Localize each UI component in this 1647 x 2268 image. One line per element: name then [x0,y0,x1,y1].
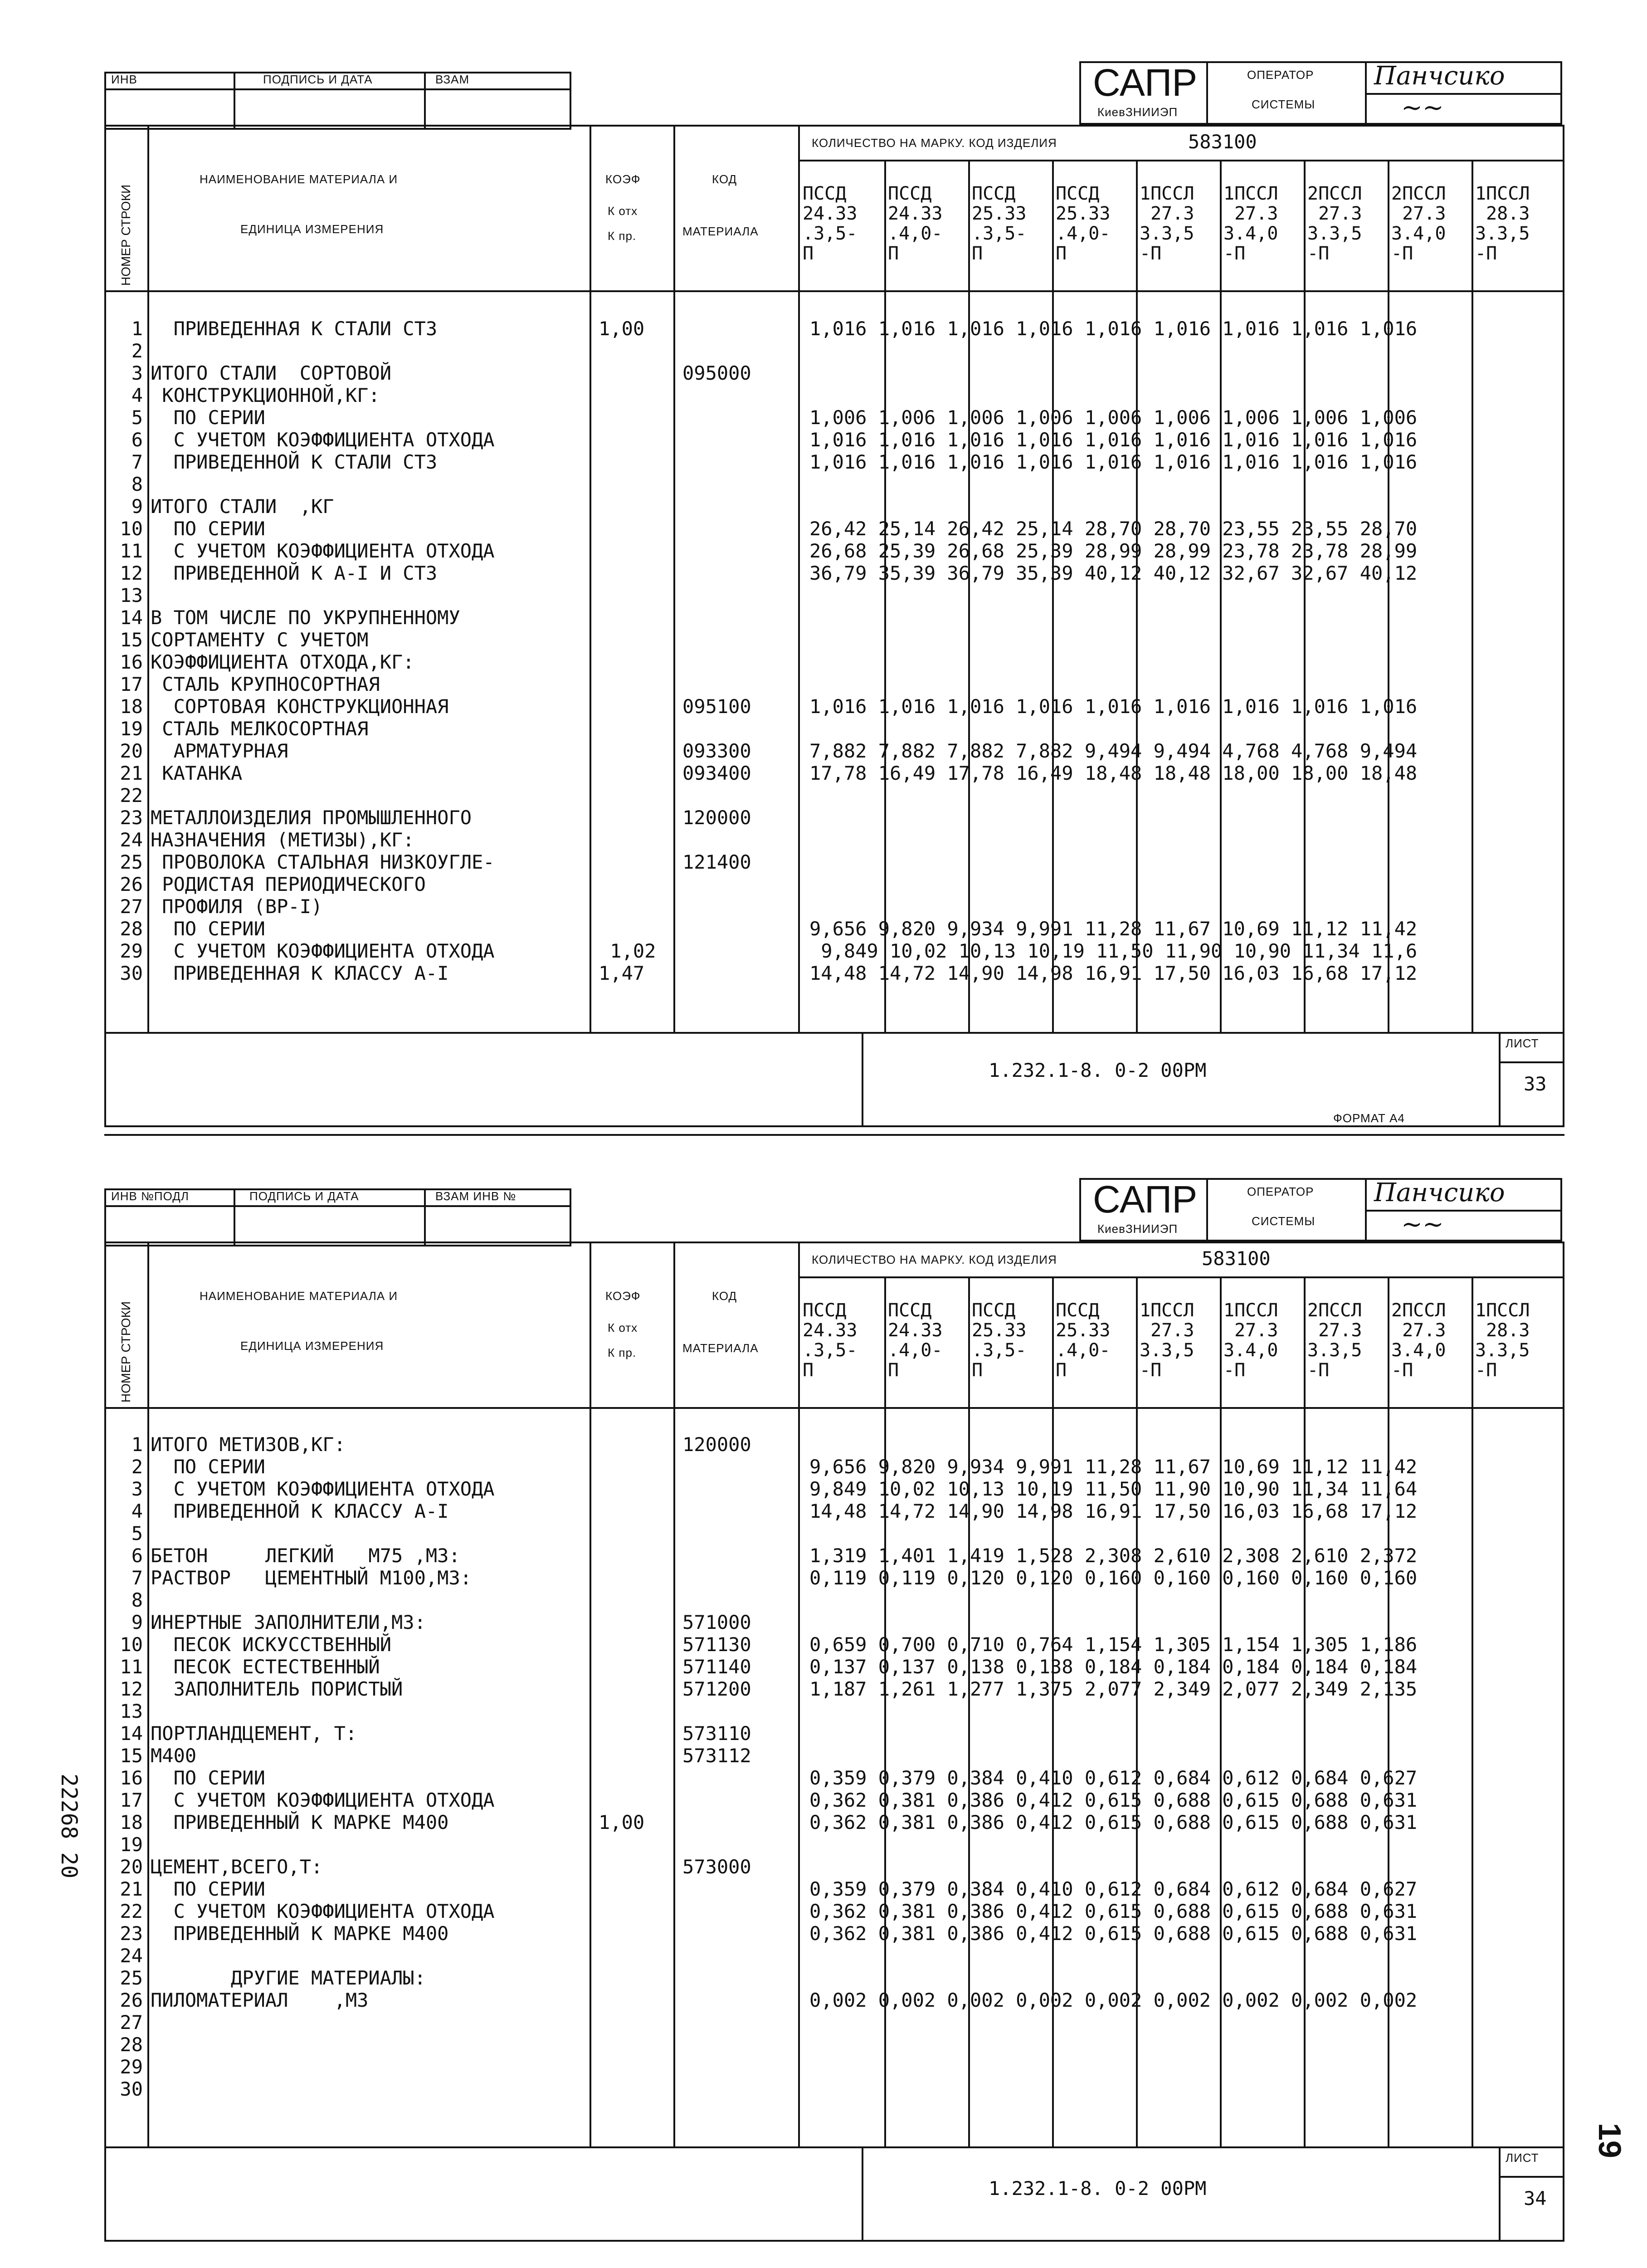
list-label: ЛИСТ [1506,1036,1539,1050]
list-number: 33 [1524,1073,1547,1095]
material-names: ПРИВЕДЕННАЯ К СТАЛИ СТ3 ИТОГО СТАЛИ СОРТОВОЙ КОНСТРУКЦИОННОЙ,КГ: ПО СЕРИИ С УЧЕТОМ КОЭФФИЦИЕНТА ОТХОДА ПРИВЕДЕННОЙ К СТАЛИ СТ3 ИТОГО СТАЛИ ,КГ ПО СЕРИИ С УЧЕТОМ КОЭФФИЦИЕНТА ОТХОДА ПРИВЕДЕННОЙ К А-I И СТ3 В ТОМ ЧИСЛЕ ПО УКРУПНЕННОМУ СОРТАМЕНТУ С УЧЕТОМ КОЭФФИЦИЕНТА ОТХОДА,КГ: СТАЛЬ КРУПНОСОРТНАЯ СОРТОВАЯ КОНСТРУКЦИОННАЯ СТАЛЬ МЕЛКОСОРТНАЯ АРМАТУРНАЯ КАТАНКА МЕТАЛЛОИЗДЕЛИЯ ПРОМЫШЛЕННОГО НАЗНАЧЕНИЯ (МЕТИЗЫ),КГ: ПРОВОЛОКА СТАЛЬНАЯ НИЗКОУГЛЕ- РОДИСТАЯ ПЕРИОДИЧЕСКОГО ПРОФИЛЯ (ВР-I) ПО СЕРИИ С УЧЕТОМ КОЭФФИЦИЕНТА ОТХОДА ПРИВЕДЕННАЯ К КЛАССУ А-I [151,318,495,984]
code-header-1: КОД [712,1289,737,1303]
code-header-2: МАТЕРИАЛА [682,1341,759,1355]
mark-col-9: 1ПССЛ 28.3 3.3,5 -П [1475,1300,1530,1381]
operator-signature-2: ~~ [1401,1210,1444,1239]
row-number-header: НОМЕР СТРОКИ [119,1301,133,1403]
sapr-title: САПР [1093,1178,1198,1221]
system-label: СИСТЕМЫ [1252,98,1316,111]
mark-col-8: 2ПССЛ 27.3 3.4,0 -П [1391,183,1446,264]
mark-col-2: ПССД 24.33 .4,0- П [888,1300,943,1381]
coef-header-3: К пр. [608,229,637,243]
row-number-header: НОМЕР СТРОКИ [119,184,133,286]
operator-label: ОПЕРАТОР [1247,68,1314,82]
org-name: КиевЗНИИЭП [1097,1222,1178,1236]
row-numbers: 1 2 3 4 5 6 7 8 9 10 11 12 13 14 15 16 17 18 19 20 21 22 23 24 25 26 27 28 29 30 [120,1433,143,2100]
operator-signature: Панчсико [1374,61,1505,91]
mark-col-6: 1ПССЛ 27.3 3.4,0 -П [1223,183,1278,264]
operator-label: ОПЕРАТОР [1247,1185,1314,1198]
operator-signature: Панчсико [1374,1178,1505,1207]
product-code: 583100 [1188,131,1257,153]
quantity-values: 9,656 9,820 9,934 9,991 11,28 11,67 10,69 11,12 11,42 9,849 10,02 10,13 10,19 11,50 11,90 10,90 11,34 11,64 14,48 14,72 14,90 14,98 16,91 17,50 16,03 16,68 17,12 1,319 1,401 1,419 1,528 2,308 2,610 2,308 2,610 2,372 0,119 0,119 0,120 0,120 0,160 0,160 0,160 0,160 0,160 0,659 0,700 0,710 0,764 1,154 1,305 1,154 1,305 1,186 0,137 0,137 0,138 0,138 0,184 0,184 0,184 0,184 0,184 1,187 1,261 1,277 1,375 2,077 2,349 2,077 2,349 2,135 0,359 0,379 0,384 0,410 0,612 0,684 0,612 0,684 0,627 0,362 0,381 0,386 0,412 0,615 0,688 0,615 0,688 0,631 0,362 0,381 0,386 0,412 0,615 0,688 0,615 0,688 0,631 0,359 0,379 0,384 0,410 0,612 0,684 0,612 0,684 0,627 0,362 0,381 0,386 0,412 0,615 0,688 0,615 0,688 0,631 0,362 0,381 0,386 0,412 0,615 0,688 0,615 0,688 0,631 0,002 0,002 0,002 0,002 0,002 0,002 0,002 0,002 0,002 [809,1456,1418,2011]
mark-col-4: ПССД 25.33 .4,0- П [1056,183,1111,264]
mark-col-4: ПССД 25.33 .4,0- П [1056,1300,1111,1381]
mark-col-7: 2ПССЛ 27.3 3.3,5 -П [1307,183,1362,264]
stamp-inv: ИНВ [111,73,137,86]
row-numbers: 1 2 3 4 5 6 7 8 9 10 11 12 13 14 15 16 17 18 19 20 21 22 23 24 25 26 27 28 29 30 [120,318,143,984]
material-names: ИТОГО МЕТИЗОВ,КГ: ПО СЕРИИ С УЧЕТОМ КОЭФФИЦИЕНТА ОТХОДА ПРИВЕДЕННОЙ К КЛАССУ А-I БЕТОН ЛЕГКИЙ М75 ,М3: РАСТВОР ЦЕМЕНТНЫЙ М100,М3: ИНЕРТНЫЕ ЗАПОЛНИТЕЛИ,М3: ПЕСОК ИСКУССТВЕННЫЙ ПЕСОК ЕСТЕСТВЕННЫЙ ЗАПОЛНИТЕЛЬ ПОРИСТЫЙ ПОРТЛАНДЦЕМЕНТ, Т: М400 ПО СЕРИИ С УЧЕТОМ КОЭФФИЦИЕНТА ОТХОДА ПРИВЕДЕННЫЙ К МАРКЕ М400 ЦЕМЕНТ,ВСЕГО,Т: ПО СЕРИИ С УЧЕТОМ КОЭФФИЦИЕНТА ОТХОДА ПРИВЕДЕННЫЙ К МАРКЕ М400 ДРУГИЕ МАТЕРИАЛЫ: ПИЛОМАТЕРИАЛ ,М3 [151,1433,495,2011]
stamp-inv: ИНВ №ПОДЛ [111,1189,189,1203]
mark-col-8: 2ПССЛ 27.3 3.4,0 -П [1391,1300,1446,1381]
system-label: СИСТЕМЫ [1252,1214,1316,1228]
page-number: 19 [1592,2123,1628,2158]
sapr-title: САПР [1093,61,1198,104]
qty-header: КОЛИЧЕСТВО НА МАРКУ. КОД ИЗДЕЛИЯ [812,136,1057,150]
stamp-vzam: ВЗАМ [435,73,470,86]
mark-col-5: 1ПССЛ 27.3 3.3,5 -П [1140,1300,1194,1381]
org-name: КиевЗНИИЭП [1097,105,1178,119]
quantity-values: 1,016 1,016 1,016 1,016 1,016 1,016 1,016 1,016 1,016 1,006 1,006 1,006 1,006 1,006 1,006 1,006 1,006 1,006 1,016 1,016 1,016 1,016 1,016 1,016 1,016 1,016 1,016 1,016 1,016 1,016 1,016 1,016 1,016 1,016 1,016 1,016 26,42 25,14 26,42 25,14 28,70 28,70 23,55 23,55 28,70 26,68 25,39 26,68 25,39 28,99 28,99 23,78 23,78 28,99 36,79 35,39 36,79 35,39 40,12 40,12 32,67 32,67 40,12 1,016 1,016 1,016 1,016 1,016 1,016 1,016 1,016 1,016 7,882 7,882 7,882 7,882 9,494 9,494 4,768 4,768 9,494 17,78 16,49 17,78 16,49 18,48 18,48 18,00 18,00 18,48 9,656 9,820 9,934 9,991 11,28 11,67 10,69 11,12 11,42 9,849 10,02 10,13 10,19 11,50 11,90 10,90 11,34 11,6 14,48 14,72 14,90 14,98 16,91 17,50 16,03 16,68 17,12 [809,318,1418,984]
mark-col-6: 1ПССЛ 27.3 3.4,0 -П [1223,1300,1278,1381]
coefficients: 1,00 [599,1811,645,1833]
product-code: 583100 [1202,1247,1271,1270]
stamp-sign-date: ПОДПИСЬ И ДАТА [249,1189,359,1203]
coef-header-1: КОЭФ [605,1289,641,1303]
coef-header-1: КОЭФ [605,172,641,186]
name-header-2: ЕДИНИЦА ИЗМЕРЕНИЯ [240,1339,384,1353]
document-code: 1.232.1-8. 0-2 00PM [989,2177,1207,2200]
list-label: ЛИСТ [1506,2151,1539,2165]
operator-signature-2: ~~ [1401,93,1444,122]
mark-col-1: ПССД 24.33 .3,5- П [803,183,858,264]
qty-header: КОЛИЧЕСТВО НА МАРКУ. КОД ИЗДЕЛИЯ [812,1253,1057,1266]
material-codes: 120000 571000 571130 571140 571200 573110 573112 573000 [682,1433,751,1878]
mark-col-3: ПССД 25.33 .3,5- П [972,1300,1027,1381]
mark-col-5: 1ПССЛ 27.3 3.3,5 -П [1140,183,1194,264]
document-code: 1.232.1-8. 0-2 00PM [989,1059,1207,1081]
mark-col-3: ПССД 25.33 .3,5- П [972,183,1027,264]
stamp-vzam: ВЗАМ ИНВ № [435,1189,517,1203]
coef-header-2: К отх [608,204,638,218]
format-label: ФОРМАТ А4 [1333,1111,1405,1125]
mark-col-9: 1ПССЛ 28.3 3.3,5 -П [1475,183,1530,264]
code-header-1: КОД [712,172,737,186]
coef-header-2: К отх [608,1321,638,1334]
mark-col-2: ПССД 24.33 .4,0- П [888,183,943,264]
list-number: 34 [1524,2187,1547,2209]
name-header-2: ЕДИНИЦА ИЗМЕРЕНИЯ [240,222,384,236]
name-header-1: НАИМЕНОВАНИЕ МАТЕРИАЛА И [200,1289,398,1303]
mark-col-1: ПССД 24.33 .3,5- П [803,1300,858,1381]
code-header-2: МАТЕРИАЛА [682,225,759,238]
material-codes: 095000 095100 093300 093400 120000 121400 [682,362,751,873]
side-archive-number: 22268 20 [56,1774,82,1879]
coefficients: 1,00 1,02 1,47 [599,318,656,984]
mark-col-7: 2ПССЛ 27.3 3.3,5 -П [1307,1300,1362,1381]
stamp-sign-date: ПОДПИСЬ И ДАТА [263,73,373,86]
coef-header-3: К пр. [608,1346,637,1359]
name-header-1: НАИМЕНОВАНИЕ МАТЕРИАЛА И [200,172,398,186]
